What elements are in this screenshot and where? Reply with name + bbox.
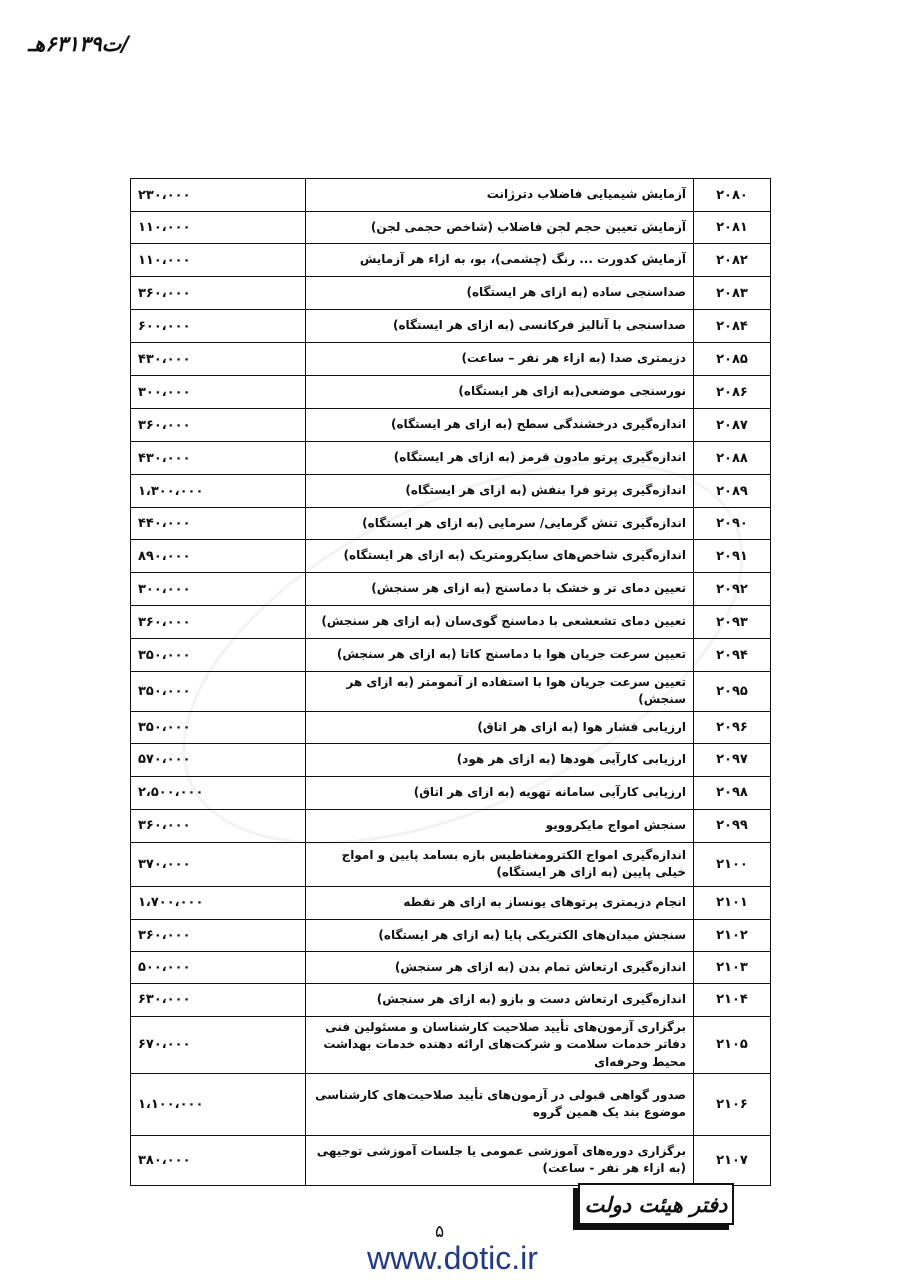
item-description: اندازه‌گیری امواج الکترومغناطیس بازه بسامد پایین و امواج خیلی پایین (به ازای هر ایستگاه)	[306, 842, 694, 886]
item-description: تعیین سرعت جریان هوا با دماسنج کاتا (به ازای هر سنجش)	[306, 639, 694, 672]
item-code: ۲۰۹۰	[694, 508, 771, 540]
item-description: دزیمتری صدا (به ازاء هر نفر – ساعت)	[306, 343, 694, 376]
table-row	[131, 475, 771, 508]
item-code: ۲۰۸۴	[694, 310, 771, 343]
item-price: ۳۰۰،۰۰۰	[131, 573, 306, 606]
item-description: اندازه‌گیری تنش گرمایی/ سرمایی (به ازای هر ایستگاه)	[306, 508, 694, 540]
item-code: ۲۰۸۳	[694, 277, 771, 310]
government-office-stamp: دفتر هیئت دولت	[578, 1183, 734, 1225]
item-price: ۴۴۰،۰۰۰	[131, 508, 306, 540]
item-description: اندازه‌گیری شاخص‌های سایکرومتریک (به ازای هر ایستگاه)	[306, 540, 694, 573]
item-description: اندازه‌گیری پرتو فرا بنفش (به ازای هر ایستگاه)	[306, 475, 694, 508]
item-price: ۱۱۰،۰۰۰	[131, 212, 306, 244]
item-price: ۳۶۰،۰۰۰	[131, 919, 306, 951]
item-code: ۲۰۹۶	[694, 711, 771, 743]
item-description: اندازه‌گیری درخشندگی سطح (به ازای هر ایستگاه)	[306, 409, 694, 442]
item-code: ۲۱۰۳	[694, 951, 771, 983]
item-price: ۳۵۰،۰۰۰	[131, 639, 306, 672]
item-description: سنجش امواج مایکروویو	[306, 809, 694, 842]
item-code: ۲۰۸۰	[694, 179, 771, 212]
table-row	[131, 508, 771, 540]
table-row	[131, 951, 771, 983]
item-price: ۳۵۰،۰۰۰	[131, 672, 306, 712]
item-price: ۱۱۰،۰۰۰	[131, 244, 306, 277]
item-description: انجام دزیمتری پرتوهای یونساز به ازای هر نقطه	[306, 886, 694, 919]
item-price: ۳۷۰،۰۰۰	[131, 842, 306, 886]
item-code: ۲۰۹۳	[694, 606, 771, 639]
table-row	[131, 310, 771, 343]
page-number: ۵	[435, 1222, 445, 1242]
table-row	[131, 179, 771, 212]
item-code: ۲۰۹۵	[694, 672, 771, 712]
table-row	[131, 639, 771, 672]
item-code: ۲۰۸۸	[694, 442, 771, 475]
fee-table	[130, 178, 771, 1186]
table-row	[131, 573, 771, 606]
table-row	[131, 277, 771, 310]
item-description: آزمایش تعیین حجم لجن فاضلاب (شاخص حجمی لجن)	[306, 212, 694, 244]
item-price: ۲۳۰،۰۰۰	[131, 179, 306, 212]
item-description: اندازه‌گیری ارتعاش تمام بدن (به ازای هر سنجش)	[306, 951, 694, 983]
item-code: ۲۱۰۶	[694, 1073, 771, 1135]
item-code: ۲۱۰۱	[694, 886, 771, 919]
table-row	[131, 212, 771, 244]
item-price: ۳۶۰،۰۰۰	[131, 809, 306, 842]
table-row	[131, 886, 771, 919]
item-code: ۲۱۰۰	[694, 842, 771, 886]
item-description: ارزیابی کارآیی سامانه تهویه (به ازای هر اتاق)	[306, 776, 694, 809]
table-row	[131, 409, 771, 442]
item-price: ۱،۷۰۰،۰۰۰	[131, 886, 306, 919]
table-row	[131, 1135, 771, 1185]
table-row	[131, 983, 771, 1016]
item-description: تعیین سرعت جریان هوا با استفاده از آنمومتر (به ازای هر سنجش)	[306, 672, 694, 712]
item-code: ۲۰۹۹	[694, 809, 771, 842]
item-description: اندازه‌گیری ارتعاش دست و بازو (به ازای هر سنجش)	[306, 983, 694, 1016]
item-description: صداسنجی ساده (به ازای هر ایستگاه)	[306, 277, 694, 310]
item-description: اندازه‌گیری پرتو مادون قرمز (به ازای هر ایستگاه)	[306, 442, 694, 475]
table-row	[131, 776, 771, 809]
item-price: ۳۶۰،۰۰۰	[131, 409, 306, 442]
item-code: ۲۰۸۹	[694, 475, 771, 508]
item-code: ۲۱۰۴	[694, 983, 771, 1016]
item-description: نورسنجی موضعی(به ازای هر ایستگاه)	[306, 376, 694, 409]
item-price: ۱،۳۰۰،۰۰۰	[131, 475, 306, 508]
item-code: ۲۰۸۱	[694, 212, 771, 244]
document-reference-number: /ت۶۳۱۳۹هـ	[28, 32, 130, 56]
item-price: ۳۰۰،۰۰۰	[131, 376, 306, 409]
item-code: ۲۰۹۷	[694, 743, 771, 776]
item-code: ۲۰۸۵	[694, 343, 771, 376]
item-description: ارزیابی فشار هوا (به ازای هر اتاق)	[306, 711, 694, 743]
item-price: ۳۵۰،۰۰۰	[131, 711, 306, 743]
item-price: ۱،۱۰۰،۰۰۰	[131, 1073, 306, 1135]
item-code: ۲۱۰۲	[694, 919, 771, 951]
item-code: ۲۰۹۴	[694, 639, 771, 672]
item-description: برگزاری دوره‌های آموزشی عمومی یا جلسات آموزشی توجیهی (به ازاء هر نفر - ساعت)	[306, 1135, 694, 1185]
table-row	[131, 919, 771, 951]
item-description: سنجش میدان‌های الکتریکی پایا (به ازای هر ایستگاه)	[306, 919, 694, 951]
item-code: ۲۰۸۲	[694, 244, 771, 277]
item-price: ۶۳۰،۰۰۰	[131, 983, 306, 1016]
item-description: صداسنجی با آنالیز فرکانسی (به ازای هر ایستگاه)	[306, 310, 694, 343]
table-row	[131, 672, 771, 712]
table-row	[131, 540, 771, 573]
item-code: ۲۰۹۲	[694, 573, 771, 606]
item-price: ۸۹۰،۰۰۰	[131, 540, 306, 573]
website-link[interactable]: www.dotic.ir	[367, 1240, 538, 1276]
item-price: ۴۳۰،۰۰۰	[131, 442, 306, 475]
table-row	[131, 376, 771, 409]
item-code: ۲۰۸۶	[694, 376, 771, 409]
item-price: ۴۳۰،۰۰۰	[131, 343, 306, 376]
item-description: آزمایش شیمیایی فاضلاب دترژانت	[306, 179, 694, 212]
item-price: ۲،۵۰۰،۰۰۰	[131, 776, 306, 809]
item-description: برگزاری آزمون‌های تأیید صلاحیت کارشناسان و مسئولین فنی دفاتر خدمات سلامت و شرکت‌های ارائه دهنده خدمات بهداشت محیط وحرفه‌ای	[306, 1016, 694, 1073]
item-price: ۳۸۰،۰۰۰	[131, 1135, 306, 1185]
item-description: تعیین دمای تر و خشک با دماسنج (به ازای هر سنجش)	[306, 573, 694, 606]
table-row	[131, 1016, 771, 1073]
item-description: ارزیابی کارآیی هودها (به ازای هر هود)	[306, 743, 694, 776]
table-row	[131, 1073, 771, 1135]
table-row	[131, 842, 771, 886]
item-code: ۲۱۰۵	[694, 1016, 771, 1073]
table-row	[131, 711, 771, 743]
item-price: ۳۶۰،۰۰۰	[131, 277, 306, 310]
table-row	[131, 809, 771, 842]
item-price: ۵۷۰،۰۰۰	[131, 743, 306, 776]
item-price: ۳۶۰،۰۰۰	[131, 606, 306, 639]
item-code: ۲۰۸۷	[694, 409, 771, 442]
item-code: ۲۱۰۷	[694, 1135, 771, 1185]
table-row	[131, 606, 771, 639]
item-description: صدور گواهی قبولی در آزمون‌های تأیید صلاحیت‌های کارشناسی موضوع بند یک همین گروه	[306, 1073, 694, 1135]
table-row	[131, 343, 771, 376]
item-code: ۲۰۹۸	[694, 776, 771, 809]
table-row	[131, 442, 771, 475]
item-price: ۵۰۰،۰۰۰	[131, 951, 306, 983]
item-description: آزمایش کدورت ... رنگ (چشمی)، بو، به ازاء هر آزمایش	[306, 244, 694, 277]
table-row	[131, 244, 771, 277]
table-row	[131, 743, 771, 776]
item-price: ۶۰۰،۰۰۰	[131, 310, 306, 343]
item-code: ۲۰۹۱	[694, 540, 771, 573]
item-price: ۶۷۰،۰۰۰	[131, 1016, 306, 1073]
item-description: تعیین دمای تشعشعی با دماسنج گوی‌سان (به ازای هر سنجش)	[306, 606, 694, 639]
